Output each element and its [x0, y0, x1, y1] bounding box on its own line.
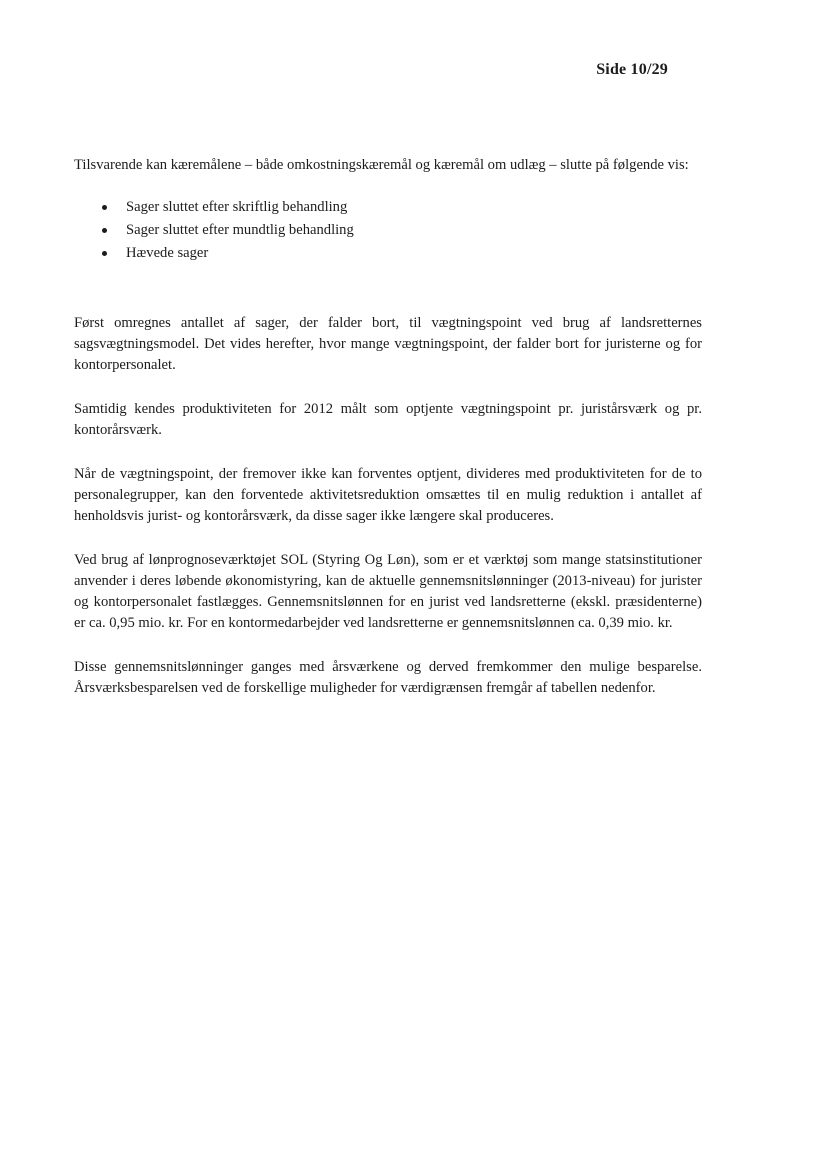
- paragraph-savings: Disse gennemsnitslønninger ganges med årsværkene og derved fremkommer den mulige besparelse. Årsværksbesparelsen ved de forskellige muligheder for værdigrænsen fremgår af tabellen nedenfor.: [74, 659, 702, 696]
- list-item: Sager sluttet efter mundtlig behandling: [102, 219, 702, 242]
- document-body: [74, 155, 702, 722]
- bullet-list: [74, 196, 702, 265]
- intro-paragraph: Tilsvarende kan kæremålene – både omkostningskæremål og kæremål om udlæg – slutte på følgende vis:: [74, 157, 689, 173]
- paragraph-productivity: Samtidig kendes produktiviteten for 2012 målt som optjente vægtningspoint pr. juristårsværk og pr. kontorårsværk.: [74, 401, 702, 438]
- paragraph-salary: Ved brug af lønprognoseværktøjet SOL (Styring Og Løn), som er et værktøj som mange statsinstitutioner anvender i deres løbende økonomistyring, kan de aktuelle gennemsnitslønninger (2013-niveau) for jurister og kontorpersonalet fastlægges. Gennemsnitslønnen for en jurist ved landsretterne (ekskl. præsidenterne) er ca. 0,95 mio. kr. For en kontormedarbejder ved landsretterne er gennemsnitslønnen ca. 0,39 mio. kr.: [74, 552, 702, 631]
- page-number: Side 10/29: [596, 61, 668, 78]
- list-item: Sager sluttet efter skriftlig behandling: [102, 196, 702, 219]
- list-item: Hævede sager: [102, 242, 702, 265]
- paragraph-reduction: Når de vægtningspoint, der fremover ikke kan forventes optjent, divideres med produktiviteten for de to personalegrupper, kan den forventede aktivitetsreduktion omsættes til en mulig reduktion i antallet af henholdsvis jurist- og kontorårsværk, da disse sager ikke længere skal produceres.: [74, 466, 702, 524]
- paragraph-conversion: Først omregnes antallet af sager, der falder bort, til vægtningspoint ved brug af landsretternes sagsvægtningsmodel. Det vides herefter, hvor mange vægtningspoint, der falder bort for juristerne og for kontorpersonalet.: [74, 315, 702, 373]
